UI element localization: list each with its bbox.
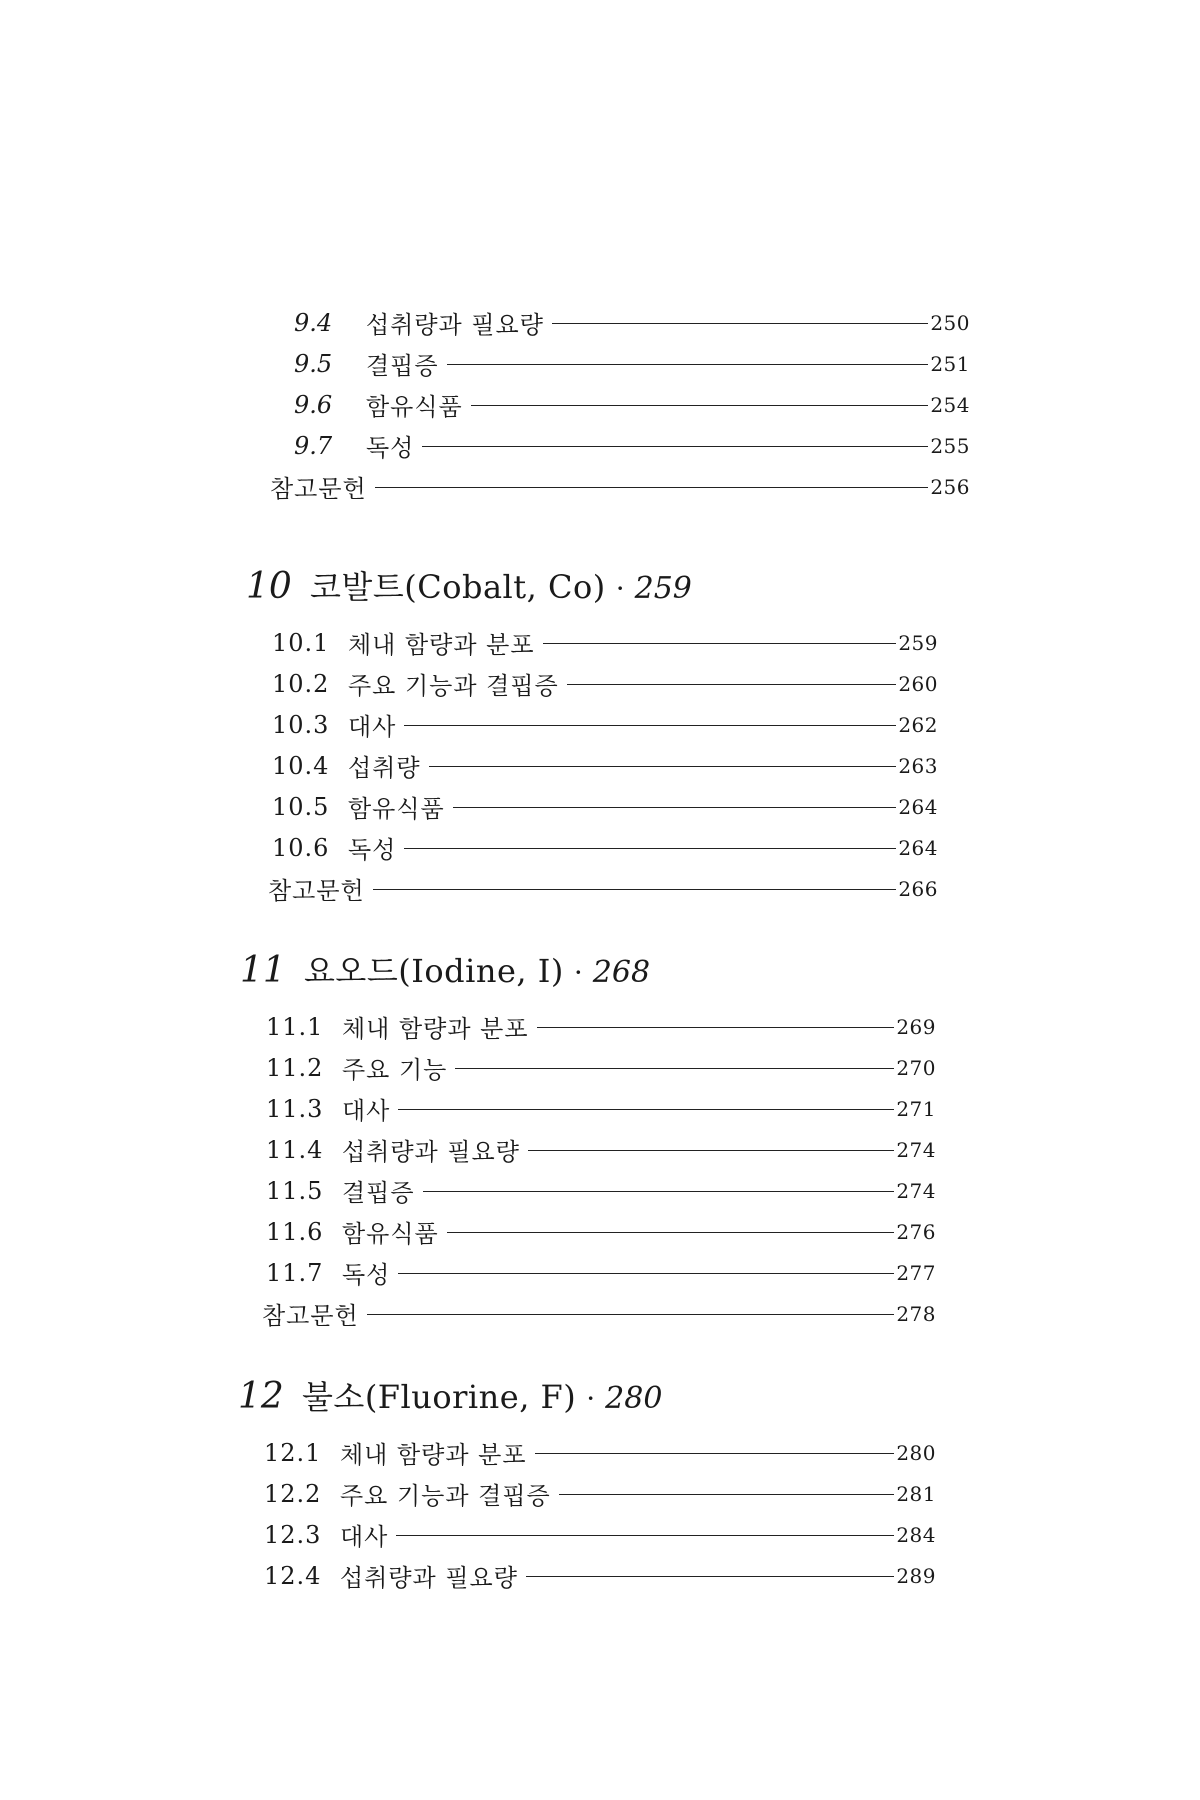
entry-page: 271: [896, 1096, 936, 1121]
dot-leader: [528, 1150, 894, 1151]
entry-number: 12.1: [264, 1438, 322, 1467]
entry-title: 함유식품: [348, 795, 445, 823]
entry-title: 결핍증: [342, 1179, 415, 1207]
entry-number: 12.2: [264, 1479, 322, 1508]
entry-page: 260: [898, 671, 938, 696]
toc-entry[interactable]: [266, 1006, 936, 1047]
dot-leader: [367, 1314, 895, 1315]
toc-entry[interactable]: [270, 302, 970, 343]
dot-leader: [373, 889, 897, 890]
entry-page: 250: [930, 310, 970, 335]
entry-title: 대사: [348, 713, 397, 741]
chapter-heading[interactable]: [246, 562, 938, 622]
entry-title: 독성: [342, 1261, 391, 1289]
dot-leader: [398, 1273, 894, 1274]
entry-number: 9.5: [294, 349, 333, 378]
dot-leader: [526, 1576, 894, 1577]
entry-number: 10.5: [272, 792, 330, 821]
chapter-number: 10: [246, 566, 292, 607]
entry-number: 12.3: [264, 1520, 322, 1549]
entry-page: 263: [898, 753, 938, 778]
entry-number: 11.4: [266, 1135, 324, 1164]
toc-entry[interactable]: [272, 704, 938, 745]
entry-page: 270: [896, 1055, 936, 1080]
entry-title: 함유식품: [366, 393, 463, 421]
chapter-separator: ·: [615, 572, 625, 605]
entry-number: 11.3: [266, 1094, 324, 1123]
toc-entry-references[interactable]: [270, 466, 970, 507]
chapter-title: 요오드(Iodine, I): [304, 952, 564, 990]
toc-entry[interactable]: [270, 384, 970, 425]
entry-page: 259: [898, 630, 938, 655]
toc-entry[interactable]: [272, 786, 938, 827]
entry-page: 262: [898, 712, 938, 737]
entry-number: 9.4: [294, 308, 333, 337]
toc-entry[interactable]: [266, 1252, 936, 1293]
toc-entry[interactable]: [266, 1129, 936, 1170]
entry-number: 10.4: [272, 751, 330, 780]
dot-leader: [471, 405, 929, 406]
entry-title: 독성: [366, 434, 415, 462]
dot-leader: [455, 1068, 894, 1069]
toc-entry[interactable]: [266, 1047, 936, 1088]
entry-number: 9.6: [294, 390, 333, 419]
chapter-12: [238, 1372, 936, 1596]
chapter-title: 코발트(Cobalt, Co): [310, 568, 606, 606]
entry-title: 체내 함량과 분포: [348, 631, 535, 659]
chapter-11: [240, 946, 936, 1334]
entry-number: 10.6: [272, 833, 330, 862]
entry-page: 266: [898, 876, 938, 901]
entry-page: 251: [930, 351, 970, 376]
entry-number: 10.1: [272, 628, 330, 657]
chapter-number: 11: [240, 950, 286, 991]
entry-title: 참고문헌: [270, 475, 367, 503]
chapter-separator: ·: [573, 956, 583, 989]
dot-leader: [396, 1535, 894, 1536]
dot-leader: [404, 725, 896, 726]
dot-leader: [559, 1494, 895, 1495]
chapter-page: 280: [605, 1381, 663, 1416]
entry-number: 10.3: [272, 710, 330, 739]
entry-title: 참고문헌: [262, 1302, 359, 1330]
chapter-10: [246, 562, 938, 909]
entry-title: 섭취량과 필요량: [340, 1564, 518, 1592]
entry-number: 11.5: [266, 1176, 324, 1205]
entry-number: 10.2: [272, 669, 330, 698]
toc-entry[interactable]: [270, 343, 970, 384]
dot-leader: [567, 684, 897, 685]
entry-page: 264: [898, 835, 938, 860]
toc-entry[interactable]: [272, 622, 938, 663]
entry-page: 255: [930, 433, 970, 458]
entry-title: 체내 함량과 분포: [340, 1441, 527, 1469]
toc-entry[interactable]: [266, 1088, 936, 1129]
chapter-page: 268: [592, 955, 651, 990]
entry-page: 284: [896, 1522, 936, 1547]
entry-page: 274: [896, 1178, 936, 1203]
entry-number: 12.4: [264, 1561, 322, 1590]
toc-entry[interactable]: [264, 1432, 936, 1473]
toc-entry[interactable]: [272, 745, 938, 786]
entry-number: 11.7: [266, 1258, 324, 1287]
entry-title: 주요 기능과 결핍증: [348, 672, 559, 700]
toc-entry-references[interactable]: [240, 1293, 936, 1334]
entry-page: 276: [896, 1219, 936, 1244]
entry-page: 269: [896, 1014, 936, 1039]
entry-page: 289: [896, 1563, 936, 1588]
entry-number: 11.2: [266, 1053, 324, 1082]
entry-title: 결핍증: [366, 352, 439, 380]
dot-leader: [429, 766, 897, 767]
toc-entry[interactable]: [272, 663, 938, 704]
chapter-page: 259: [634, 571, 692, 606]
entry-title: 체내 함량과 분포: [342, 1015, 529, 1043]
toc-entry-references[interactable]: [246, 868, 938, 909]
entry-page: 264: [898, 794, 938, 819]
dot-leader: [398, 1109, 894, 1110]
chapter-heading[interactable]: [238, 1372, 936, 1432]
entry-page: 256: [930, 474, 970, 499]
dot-leader: [404, 848, 896, 849]
entry-title: 함유식품: [342, 1220, 439, 1248]
entry-title: 섭취량과 필요량: [366, 311, 544, 339]
dot-leader: [453, 807, 897, 808]
entry-title: 독성: [348, 836, 397, 864]
toc-entry[interactable]: [264, 1555, 936, 1596]
toc-entry[interactable]: [266, 1211, 936, 1252]
entry-number: 11.1: [266, 1012, 324, 1041]
toc-entry[interactable]: [272, 827, 938, 868]
dot-leader: [447, 364, 929, 365]
toc-entry[interactable]: [264, 1514, 936, 1555]
chapter-separator: ·: [586, 1382, 596, 1415]
dot-leader: [543, 643, 897, 644]
entry-title: 주요 기능과 결핍증: [340, 1482, 551, 1510]
entry-title: 섭취량: [348, 754, 421, 782]
entry-title: 대사: [342, 1097, 391, 1125]
entry-title: 섭취량과 필요량: [342, 1138, 520, 1166]
entry-page: 280: [896, 1440, 936, 1465]
dot-leader: [375, 487, 929, 488]
entry-title: 대사: [340, 1523, 389, 1551]
entry-page: 254: [930, 392, 970, 417]
dot-leader: [423, 1191, 895, 1192]
entry-number: 9.7: [294, 431, 333, 460]
chapter-heading[interactable]: [240, 946, 936, 1006]
chapter-title: 불소(Fluorine, F): [302, 1378, 577, 1416]
dot-leader: [447, 1232, 895, 1233]
dot-leader: [537, 1027, 895, 1028]
entry-title: 참고문헌: [268, 877, 365, 905]
section-9-tail: [270, 302, 970, 507]
entry-title: 주요 기능: [342, 1056, 448, 1084]
dot-leader: [535, 1453, 895, 1454]
entry-page: 277: [896, 1260, 936, 1285]
dot-leader: [552, 323, 928, 324]
entry-page: 274: [896, 1137, 936, 1162]
dot-leader: [422, 446, 928, 447]
toc-entry[interactable]: [270, 425, 970, 466]
entry-page: 278: [896, 1301, 936, 1326]
toc-entry[interactable]: [266, 1170, 936, 1211]
chapter-number: 12: [238, 1376, 284, 1417]
entry-number: 11.6: [266, 1217, 324, 1246]
toc-entry[interactable]: [264, 1473, 936, 1514]
entry-page: 281: [896, 1481, 936, 1506]
